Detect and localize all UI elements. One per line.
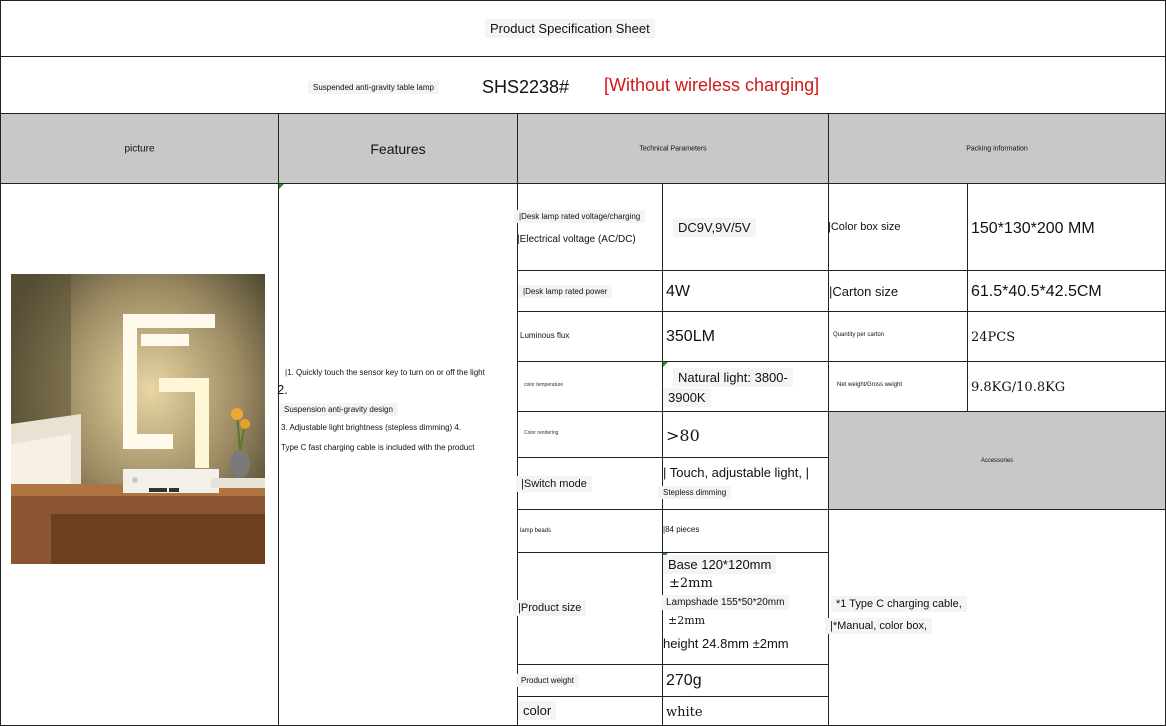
tech-switch-label-text: |Switch mode — [516, 476, 592, 492]
features-cell — [278, 183, 518, 726]
tech-switch-value-1: | Touch, adjustable light, | — [663, 465, 809, 480]
tech-size-value-4: ±2mm — [668, 614, 706, 627]
tech-size-value-2: ±2mm — [669, 576, 713, 591]
pack-box-label — [828, 183, 968, 271]
header-packing-label: Packing information — [966, 145, 1028, 152]
tech-color-value-text: white — [666, 705, 703, 720]
tech-beads-label — [517, 509, 663, 553]
tech-power-value-text: 4W — [666, 283, 690, 300]
header-features — [278, 113, 518, 184]
tech-size-value — [662, 552, 829, 665]
tech-power-label — [517, 270, 663, 312]
tech-voltage-value-text: DC9V,9V/5V — [673, 218, 756, 237]
product-name: Suspended anti-gravity table lamp — [308, 81, 439, 94]
tech-voltage-value — [662, 183, 829, 271]
pack-carton-label-text: |Carton size — [829, 284, 899, 299]
pack-weight-label-text: Net weight/Gross weight — [837, 382, 903, 388]
tech-color-temp-value — [662, 361, 829, 412]
tech-color-value — [662, 696, 829, 726]
pack-qty-label-text: Quantity per carton — [833, 332, 885, 338]
tech-weight-value — [662, 664, 829, 697]
tech-beads-label-text: lamp beads — [520, 528, 552, 534]
feature-line-5: Type C fast charging cable is included with the product — [281, 443, 475, 452]
tech-weight-label-text: Product weight — [516, 674, 579, 687]
header-technical — [517, 113, 829, 184]
tech-switch-value-2: Stepless dimming — [658, 486, 731, 499]
accessories-cell — [828, 509, 1166, 726]
accessory-line-1: *1 Type C charging cable, — [831, 596, 967, 612]
tech-color-temp-label — [517, 361, 663, 412]
tech-voltage-label-1: |Desk lamp rated voltage/charging — [514, 210, 645, 223]
header-accessories — [828, 411, 1166, 510]
pack-box-label-text: |Color box size — [828, 221, 901, 233]
tech-size-value-1: Base 120*120mm — [663, 555, 776, 574]
tech-beads-value-text: |84 pieces — [663, 525, 700, 534]
tech-color-temp-value-2: 3900K — [663, 388, 711, 407]
tech-power-label-text: |Desk lamp rated power — [518, 285, 612, 298]
model-number: SHS2238# — [482, 77, 570, 97]
header-technical-label: Technical Parameters — [639, 145, 707, 152]
tech-beads-value — [662, 509, 829, 553]
tech-cri-label — [517, 411, 663, 458]
pack-carton-label — [828, 270, 968, 312]
tech-size-label-text: |Product size — [513, 600, 586, 616]
tech-flux-label — [517, 311, 663, 362]
pack-weight-value — [967, 361, 1166, 412]
variant-note: [Without wireless charging] — [604, 75, 820, 95]
pack-qty-value — [967, 311, 1166, 362]
tech-size-value-5: height 24.8mm ±2mm — [663, 636, 789, 651]
tech-size-label — [517, 552, 663, 665]
title-row — [0, 0, 1166, 57]
feature-line-1: |1. Quickly touch the sensor key to turn on or off the light — [285, 368, 485, 377]
sheet-title: Product Specification Sheet — [485, 19, 655, 38]
pack-carton-value — [967, 270, 1166, 312]
tech-weight-label — [517, 664, 663, 697]
tech-power-value — [662, 270, 829, 312]
pack-weight-value-text: 9.8KG/10.8KG — [971, 380, 1066, 395]
tech-color-label — [517, 696, 663, 726]
header-picture — [0, 113, 279, 184]
tech-switch-label — [517, 457, 663, 510]
feature-line-3: Suspension anti-gravity design — [279, 403, 398, 416]
tech-color-label-text: color — [518, 701, 556, 720]
tech-color-temp-value-1: Natural light: 3800- — [673, 368, 793, 387]
pack-qty-label — [828, 311, 968, 362]
tech-size-value-3: Lampshade 155*50*20mm — [661, 595, 789, 610]
tech-flux-label-text: Luminous flux — [520, 331, 570, 340]
tech-weight-value-text: 270g — [666, 672, 702, 689]
tech-cri-value — [662, 411, 829, 458]
tech-cri-value-text: >80 — [666, 426, 700, 445]
feature-line-4: 3. Adjustable light brightness (stepless dimming) 4. — [281, 423, 462, 432]
header-features-label: Features — [370, 140, 426, 157]
pack-carton-value-text: 61.5*40.5*42.5CM — [971, 283, 1102, 300]
tech-flux-value-text: 350LM — [666, 328, 715, 345]
accessory-line-2: |*Manual, color box, — [825, 618, 932, 634]
header-accessories-label: Accessories — [980, 457, 1014, 464]
picture-cell — [0, 183, 279, 726]
pack-qty-value-text: 24PCS — [971, 330, 1016, 345]
header-picture-label: picture — [124, 143, 155, 154]
tech-color-temp-label-text: color temperature — [524, 382, 564, 388]
header-packing — [828, 113, 1166, 184]
tech-voltage-label — [517, 183, 663, 271]
tech-cri-label-text: Color rendering — [524, 430, 559, 436]
pack-box-value — [967, 183, 1166, 271]
tech-voltage-label-2: |Electrical voltage (AC/DC) — [517, 234, 636, 245]
product-row — [0, 56, 1166, 114]
tech-switch-value — [662, 457, 829, 510]
feature-line-2: 2. — [277, 382, 288, 397]
pack-box-value-text: 150*130*200 MM — [971, 220, 1095, 237]
lamp-product-photo — [11, 274, 265, 564]
tech-flux-value — [662, 311, 829, 362]
pack-weight-label — [828, 361, 968, 412]
